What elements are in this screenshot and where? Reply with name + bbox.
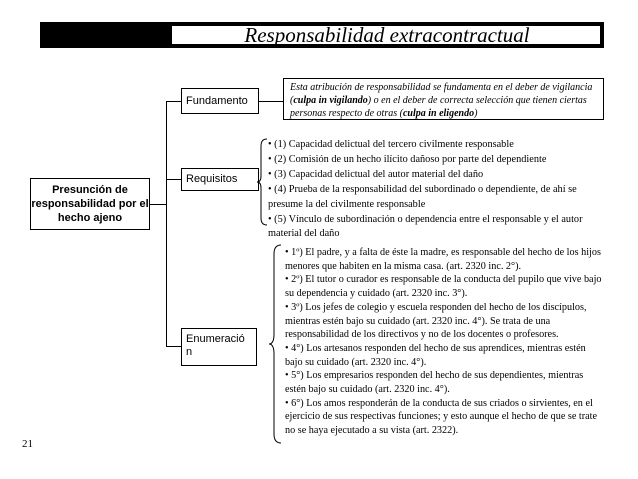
connector-requisitos xyxy=(166,179,181,180)
list-item: • 1º) El padre, y a falta de éste la madre, es responsable del hecho de los hijos menores que habiten en la misma casa. (art. 2320 inc. 2°). xyxy=(285,247,601,272)
requisitos-brace xyxy=(256,138,268,226)
branch-enumeracion: Enumeració n xyxy=(181,328,257,366)
enumeracion-brace xyxy=(268,244,282,444)
root-node: Presunción de responsabilidad por el hecho ajeno xyxy=(30,178,150,230)
list-item: • 3º) Los jefes de colegio y escuela responden del hecho de los discípulos, mientras estén bajo su cuidado (art. 2320 inc. 4°). Se trata de una responsabilidad de los directivos y no de los docentes o profesores. xyxy=(285,301,587,341)
list-item: • (2) Comisión de un hecho ilícito dañoso por parte del dependiente xyxy=(268,153,547,165)
list-item: • 6°) Los amos responderán de la conducta de sus criados o sirvientes, en el ejercicio de sus respectivas funciones; y esto aunque el hecho de que se trate no se haya ejecutado a su vista (art. 2322). xyxy=(285,397,598,437)
title-bar xyxy=(40,22,604,48)
list-item: • (5) Vínculo de subordinación o dependencia entre el responsable y el autor material del daño xyxy=(268,213,583,240)
connector-vertical xyxy=(166,101,167,347)
branch-fundamento: Fundamento xyxy=(181,88,259,114)
list-item: • (1) Capacidad delictual del tercero civilmente responsable xyxy=(268,139,514,150)
page-number: 21 xyxy=(22,438,33,450)
fundamento-note: Esta atribución de responsabilidad se fundamenta en el deber de vigilancia (culpa in vigilando) o en el deber de correcta selección que tienen ciertas personas respecto de otras (culpa in eligendo) xyxy=(283,78,604,120)
connector-root-out xyxy=(150,204,166,205)
page-title: Responsabilidad extracontractual xyxy=(244,22,530,47)
title-bar-accent xyxy=(44,26,172,44)
list-item: • 5°) Los empresarios responden del hecho de sus dependientes, mientras estén bajo su cuidado (art. 2320 inc. 4°). xyxy=(285,370,584,396)
list-item: • 4°) Los artesanos responden del hecho de sus aprendices, mientras estén bajo su cuidado (art. 2320 inc. 4°). xyxy=(285,342,586,368)
list-item: • 2º) El tutor o curador es responsable de la conducta del pupilo que vive bajo su dependencia y cuidado (art. 2320 inc. 3°). xyxy=(285,274,602,300)
list-item: • (3) Capacidad delictual del autor material del daño xyxy=(268,168,484,180)
requisitos-list xyxy=(268,138,608,242)
connector-fundamento-note xyxy=(259,101,283,102)
connector-fundamento xyxy=(166,101,181,102)
list-item: • (4) Prueba de la responsabilidad del subordinado o dependiente, de ahí se presume la del civilmente responsable xyxy=(268,183,577,210)
branch-requisitos: Requisitos xyxy=(181,168,259,191)
connector-enumeracion xyxy=(166,346,181,347)
enumeracion-list xyxy=(285,246,603,438)
